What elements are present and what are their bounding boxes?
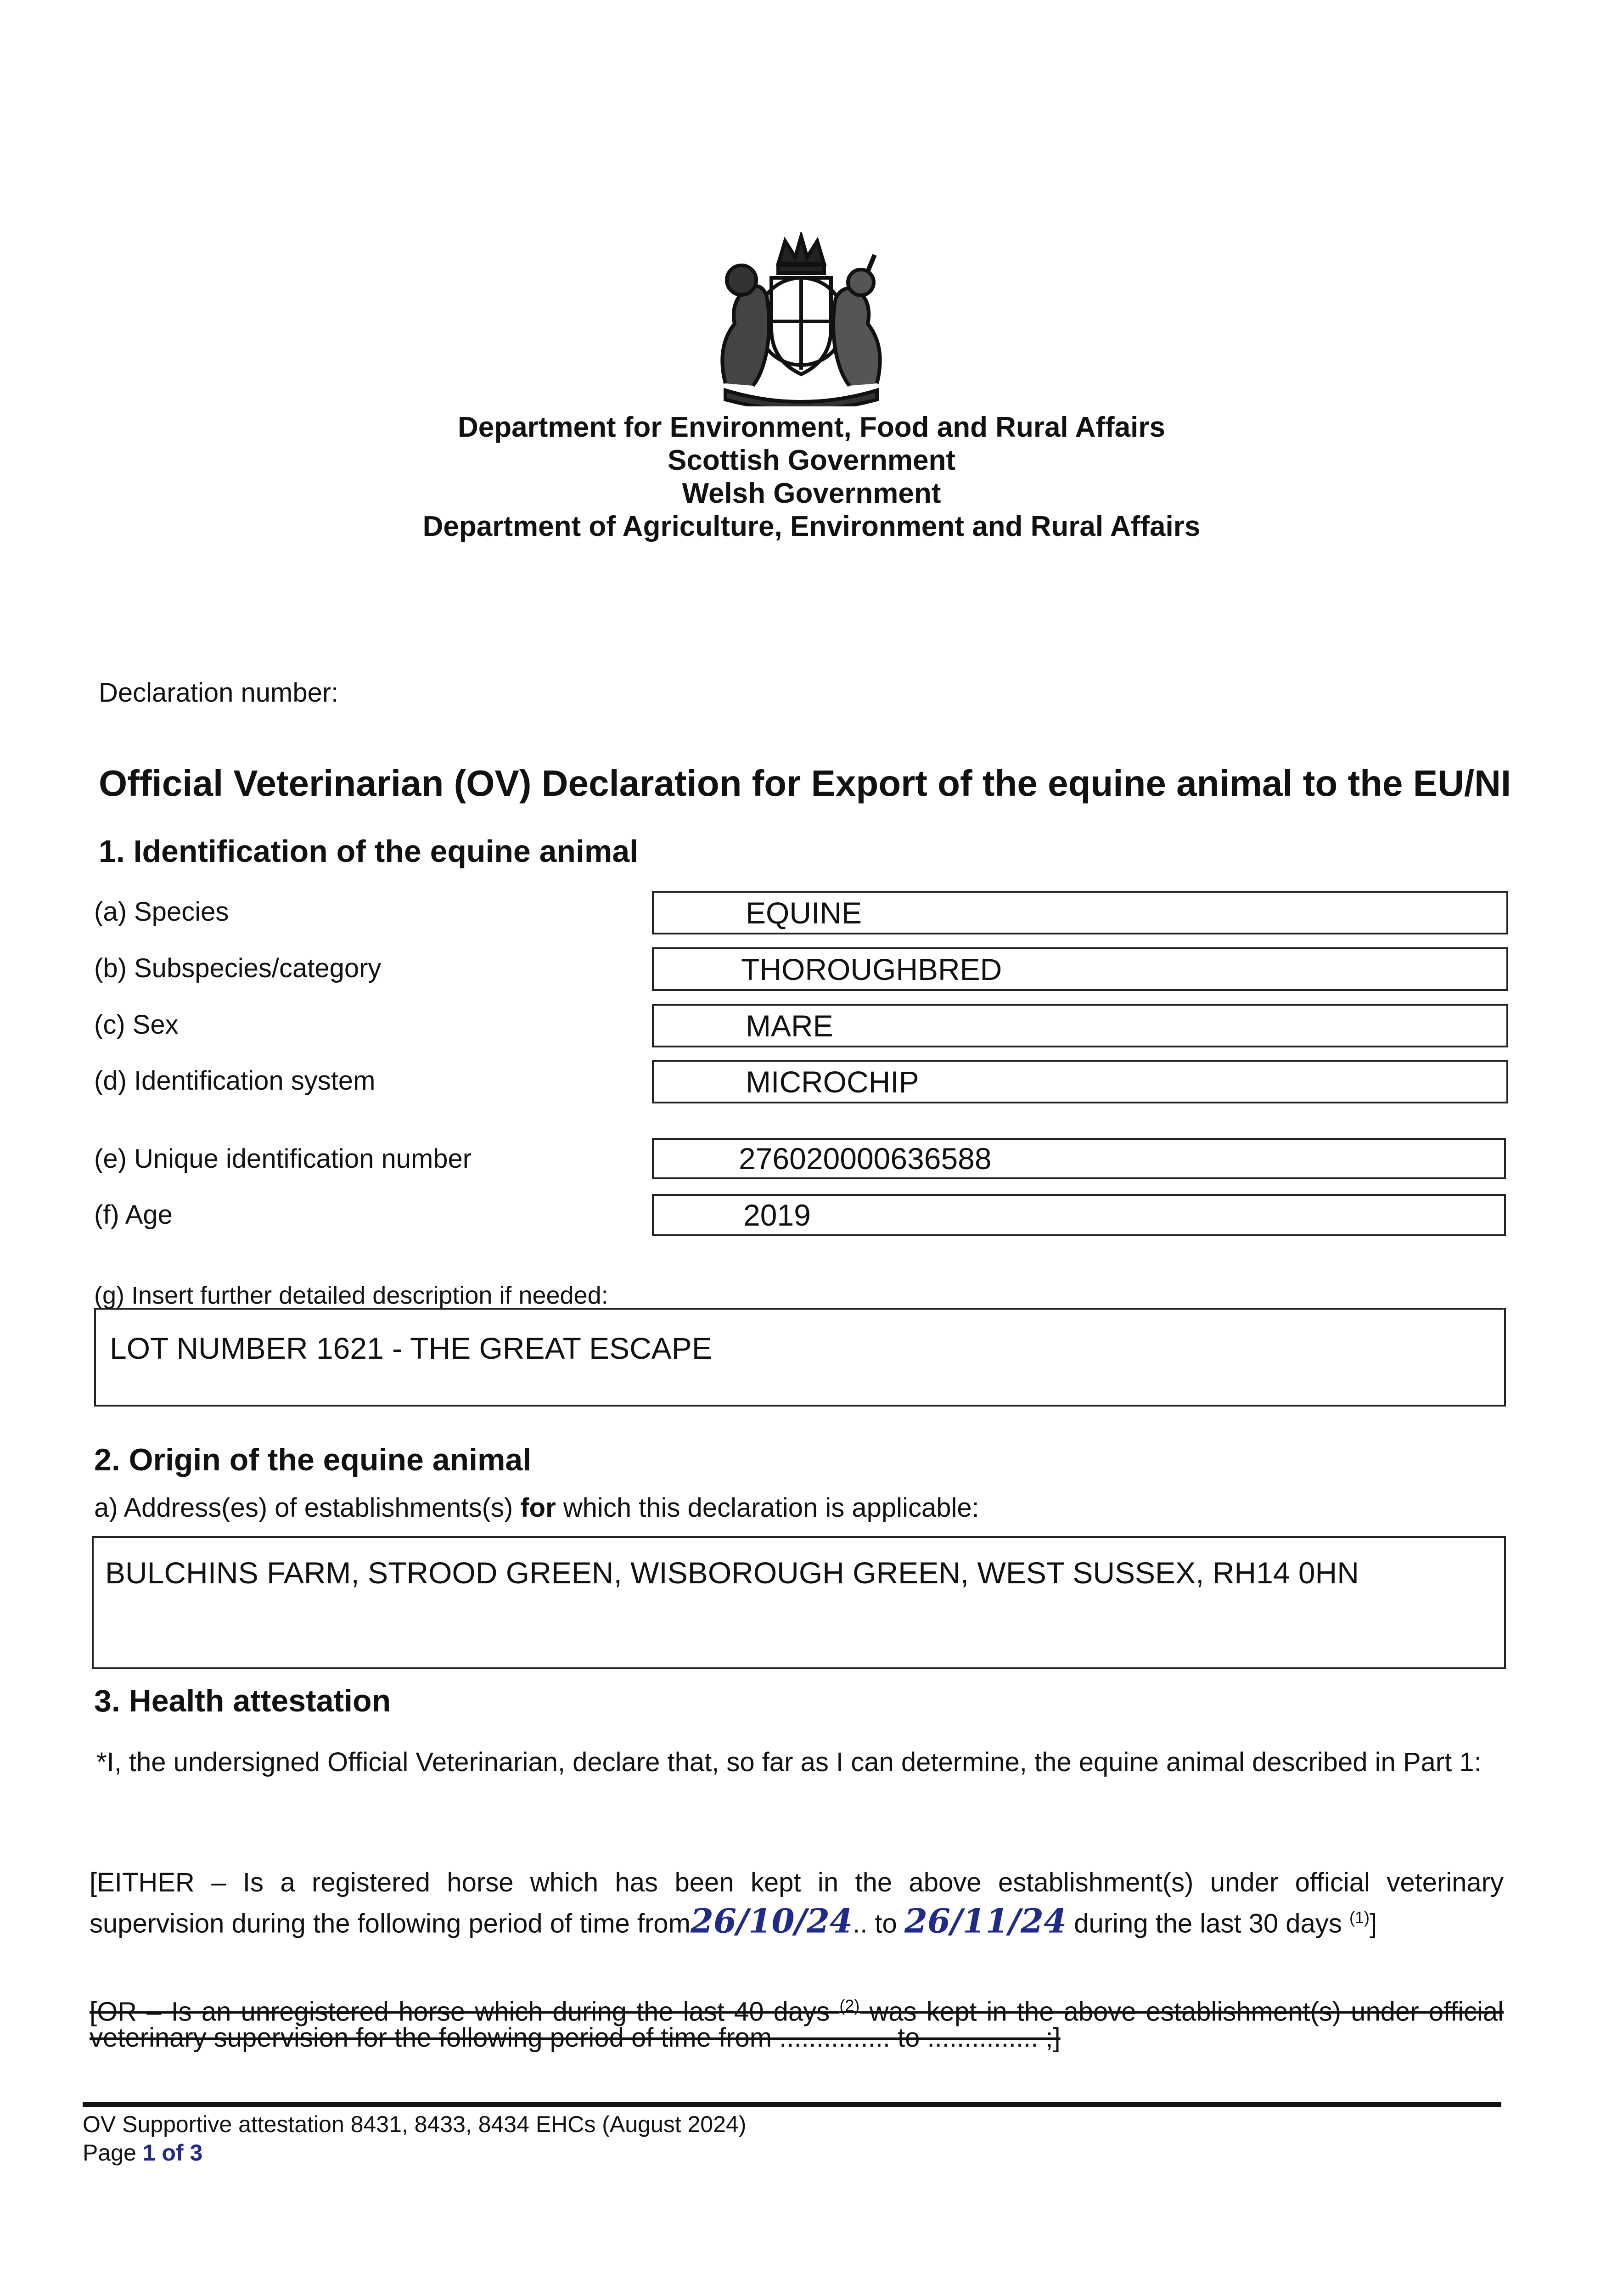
or-line2: veterinary supervision for the following period of time from ............... to ............... ;] [90,2023,1061,2053]
handwritten-date-from: 26/10/24 [690,1901,853,1941]
page-total: 3 [190,2140,203,2166]
address-label-bold: for [520,1493,556,1523]
page-of: of [155,2140,190,2166]
species-field[interactable] [652,891,1508,934]
section3-heading: 3. Health attestation [94,1683,391,1718]
health-intro: *I, the undersigned Official Veterinarian, declare that, so far as I can determine, the equine animal described in Part 1: [96,1747,1482,1777]
department-line: Department of Agriculture, Environment and Rural Affairs [422,511,1201,542]
issuing-departments [0,411,1623,543]
age-label: (f) Age [94,1200,173,1230]
sex-label: (c) Sex [94,1010,179,1040]
either-line2 [90,1900,1504,1941]
either-bracket: ] [1369,1908,1377,1939]
address-label-text-end: which this declaration is applicable: [556,1493,979,1523]
description-label: (g) Insert further detailed description if needed: [94,1282,608,1309]
or-text-end: was kept in the above establishment(s) under official [859,1997,1504,2027]
department-line: Scottish Government [668,445,955,476]
department-line: Welsh Government [682,478,941,509]
either-to: to [867,1908,904,1939]
declaration-number-label: Declaration number: [99,678,339,708]
address-label [94,1492,979,1523]
species-label: (a) Species [94,897,229,927]
unique-id-value: 276020000636588 [739,1142,992,1176]
section1-heading: 1. Identification of the equine animal [99,834,639,869]
unique-id-field[interactable] [652,1138,1506,1179]
either-line1: [EITHER – Is a registered horse which has been kept in the above establishment(s) under official veterinary [90,1868,1504,1897]
page-word: Page [83,2140,143,2166]
unique-id-label: (e) Unique identification number [94,1144,472,1174]
or-text: [OR – Is an unregistered horse which during the last 40 days [90,1997,840,2027]
age-value: 2019 [743,1198,811,1232]
species-value: EQUINE [746,895,862,930]
description-field[interactable] [94,1308,1506,1407]
either-dots: .. [853,1908,868,1939]
address-label-text: a) Address(es) of establishments(s) [94,1493,521,1523]
footer-divider [83,2102,1501,2107]
footer-reference: OV Supportive attestation 8431, 8433, 8434 EHCs (August 2024) [83,2111,747,2137]
address-field[interactable] [92,1536,1506,1669]
subspecies-field[interactable] [652,947,1508,991]
footer [83,2110,746,2167]
either-text: supervision during the following period of time from [90,1908,691,1939]
handwritten-date-to: 26/11/24 [904,1901,1067,1941]
identification-system-label: (d) Identification system [94,1066,376,1096]
section2-heading: 2. Origin of the equine animal [94,1442,532,1477]
document-title: Official Veterinarian (OV) Declaration for Export of the equine animal to the EU/NI [99,763,1511,804]
subspecies-value: THOROUGHBRED [741,952,1002,986]
page-current: 1 [142,2140,156,2166]
royal-coat-of-arms-icon [698,232,904,406]
page-indicator [83,2138,746,2167]
sex-value: MARE [746,1008,833,1043]
either-text-end: during the last 30 days [1067,1908,1349,1939]
identification-system-field[interactable] [652,1060,1508,1103]
sex-field[interactable] [652,1004,1508,1047]
subspecies-label: (b) Subspecies/category [94,953,382,983]
address-value: BULCHINS FARM, STROOD GREEN, WISBOROUGH GREEN, WEST SUSSEX, RH14 0HN [105,1556,1359,1590]
description-value: LOT NUMBER 1621 - THE GREAT ESCAPE [110,1331,712,1365]
age-field[interactable] [652,1194,1506,1236]
identification-system-value: MICROCHIP [746,1064,919,1099]
department-line: Department for Environment, Food and Rural Affairs [458,411,1165,443]
footnote-ref: (2) [839,1996,860,2015]
footnote-ref: (1) [1349,1908,1370,1927]
